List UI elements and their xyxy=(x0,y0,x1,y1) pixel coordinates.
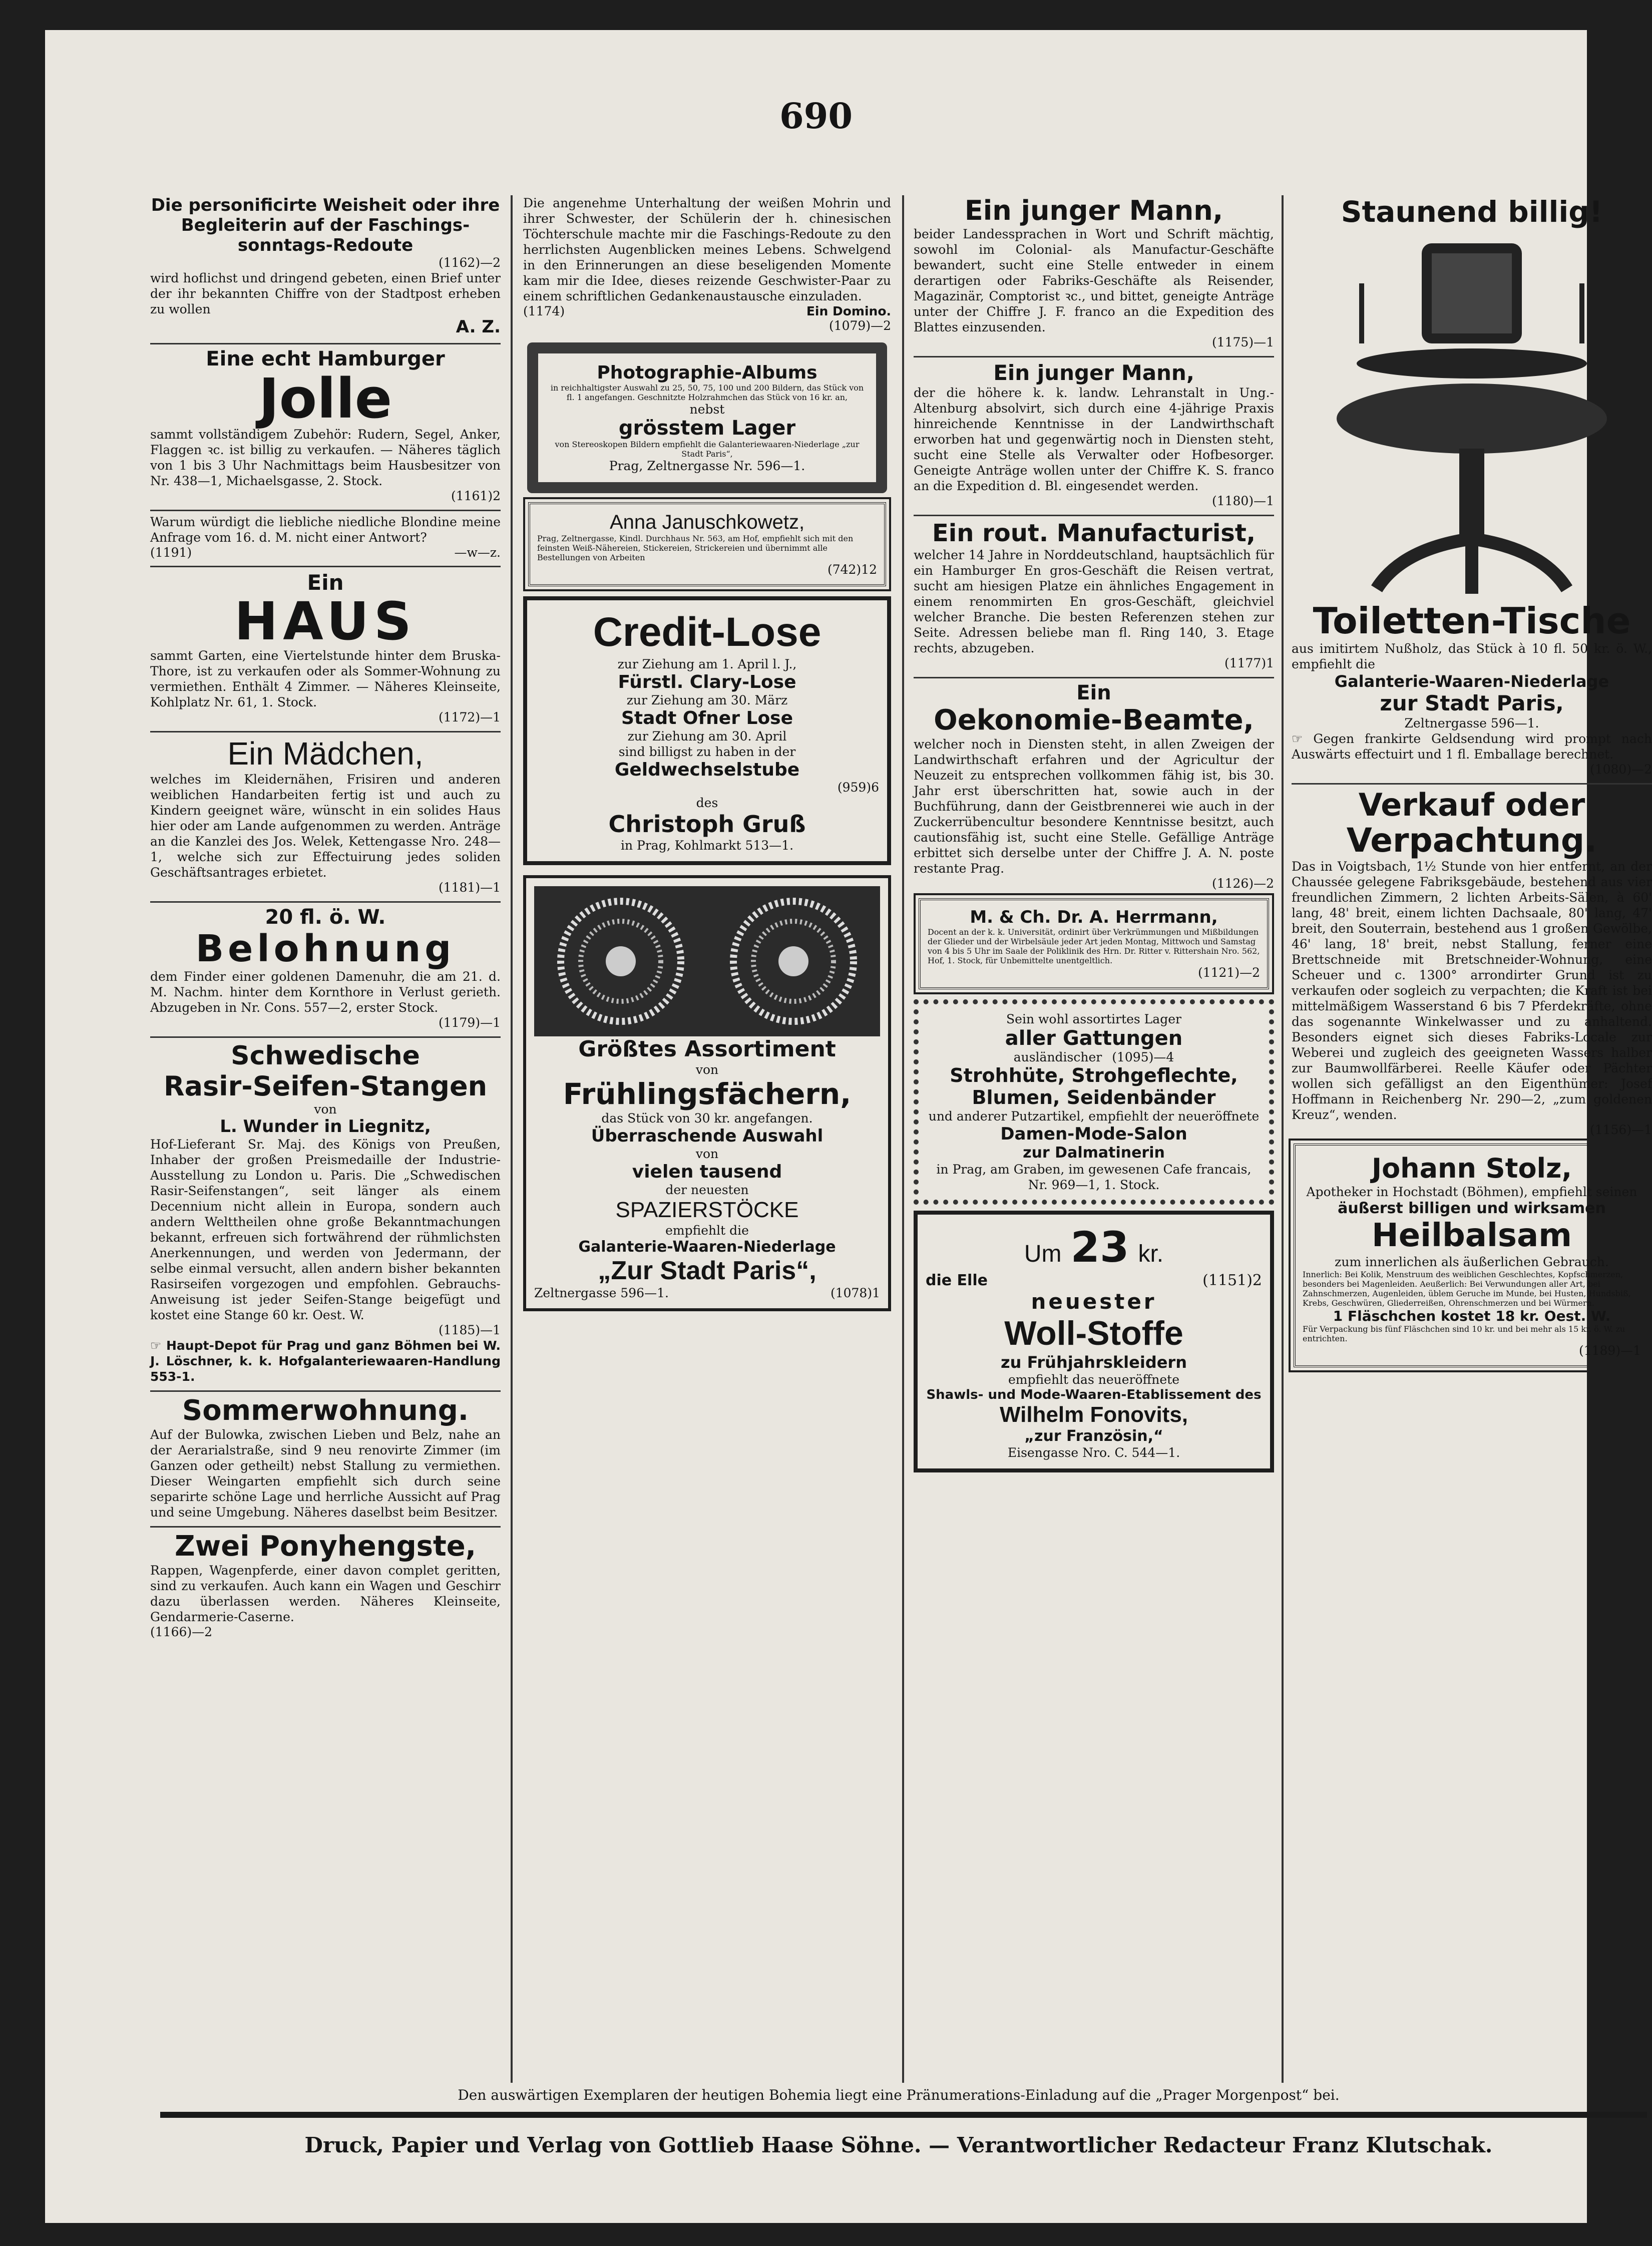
ad-body: welcher 14 Jahre in Norddeutschland, hauptsächlich für ein Hamburger En gros-Geschäft die Reisen vertrat, sucht am hiesigen Platze ein ähnliches Engagement in einem renommirten En gros-Geschäft, gleichviel welcher Branche. Die besten Referenzen stehen zur Seite. Adressen beliebe man fl. Ring 140, 3. Etage rechts, abzugeben. xyxy=(914,548,1274,655)
ad-line: äußerst billigen und wirksamen xyxy=(1338,1200,1606,1217)
ad-body: wird hoflichst und dringend gebeten, einen Brief unter der ihr bekannten Chiffre von der Stadtpost erheben zu wollen xyxy=(150,271,501,316)
ad-title: Oekonomie-Beamte, xyxy=(934,704,1254,736)
column-divider xyxy=(1282,195,1284,2083)
ad-title: Staunend billig! xyxy=(1341,195,1603,229)
ad-reference: (1166)—2 xyxy=(150,1625,213,1639)
divider xyxy=(150,1036,501,1038)
ad-line: Sein wohl assortirtes Lager xyxy=(1006,1012,1181,1026)
ad-reference: (1175)—1 xyxy=(1211,335,1274,349)
ad-ponyhengste xyxy=(150,1531,501,1640)
ad-line: SPAZIERSTÖCKE xyxy=(615,1198,799,1222)
ad-reference: (1079)—2 xyxy=(829,318,891,333)
ad-line: ausländischer xyxy=(1013,1050,1102,1064)
ad-reference: (1177)1 xyxy=(1224,656,1274,670)
ad-body: Prag, Zeltnergasse, Kindl. Durchhaus Nr. 563, am Hof, empfiehlt sich mit den feinsten Weiß-Nähereien, Stickereien, Strickereien und übernimmt alle Bestellungen von Arbeiten xyxy=(537,534,854,562)
ad-woll-stoffe xyxy=(914,1211,1274,1472)
ad-line: der neuesten xyxy=(665,1183,749,1197)
ad-title: Ein rout. Manufacturist, xyxy=(932,519,1256,547)
ad-body: beider Landessprachen in Wort und Schrift mächtig, sowohl im Colonial- als Manufactur-Geschäfte bewandert, sucht eine Stelle entweder in einem derartigen oder Fabriks-Geschäfte als Reisender, Magazinär, Comptorist ꝛc., und bittet, geneigte Anträge unter der Chiffre J. F. franco an die Expedition des Blattes einzusenden. xyxy=(914,227,1274,334)
ad-reference: (1180)—1 xyxy=(1211,494,1274,508)
ad-reference: (1174) xyxy=(523,304,565,318)
divider xyxy=(1292,783,1652,785)
ad-line: zur Ziehung am 30. März xyxy=(626,693,788,707)
ad-title: HAUS xyxy=(234,591,417,652)
ad-maedchen xyxy=(150,735,501,895)
ad-manufacturist xyxy=(914,519,1274,671)
ad-address: Eisengasse Nro. C. 544—1. xyxy=(1007,1445,1180,1460)
column-3 xyxy=(914,195,1274,2083)
ad-junger-mann-1 xyxy=(914,195,1274,350)
ad-um: Um xyxy=(1024,1241,1062,1267)
ad-body: in reichhaltigster Auswahl zu 25, 50, 75, 100 und 200 Bildern, das Stück von fl. 1 angefangen. Geschnitzte Holzrahmchen das Stück von 16 kr. an, xyxy=(550,383,864,402)
ad-von: von xyxy=(695,1062,719,1077)
ad-title: Sommerwohnung. xyxy=(182,1394,469,1427)
ad-body: dem Finder einer goldenen Damenuhr, die am 21. d. M. Nachm. hinter dem Kornthore in Verlust gerieth. Abzugeben in Nr. Cons. 557—2, erster Stock. xyxy=(150,969,501,1015)
ad-junger-mann-2 xyxy=(914,360,1274,509)
ad-reference: (1162)—2 xyxy=(438,255,501,270)
ad-body: aus imitirtem Nußholz, das Stück à 10 fl. 50 kr. ö. W., empfiehlt die xyxy=(1292,641,1652,671)
ad-sommerwohnung xyxy=(150,1395,501,1520)
ad-toiletten-tische xyxy=(1292,195,1652,777)
ad-body: sammt Garten, eine Viertelstunde hinter dem Bruska-Thore, ist zu verkaufen oder als Sommer-Wohnung zu vermiethen. Enthält 4 Zimmer. — Näheres Kleinseite, Kohlplatz Nr. 61, 1. Stock. xyxy=(150,648,501,709)
ad-body: Das in Voigtsbach, 1½ Stunde von hier entfernt, an der Chaussée gelegene Fabriksgebäude, bestehend aus vier freundlichen Zimmern, 2 lichten Arbeits-Sälen, à 60' lang, 48' breit, einem lichten Dachsaale, 80' lang, 47' breit, den Souterrain, bestehend aus 1 großen Gewölbe, 46' lang, 18' breit, nebst Stallung, ferner eine Brettschneide mit Bretschneider-Wohnung, eine Scheuer und c. 1300° arrondirter Grund ist zu verkaufen oder sogleich zu verpachten; die Kraft ist bei mittelmäßigem Wasserstand 6 bis 7 Pferdekräfte, ohne das sogenannte Winkelwasser und zu anhaltend. Besonders eignet sich dieses Fabriks-Locale zur Weberei und zugleich des geeigneten Wassers halber zur Baumwollfärberei. Reelle Käufer oder Pächter wollen sich gefälligst an den Eigenthümer: Josef Hoffmann in Reichenberg Nr. 290—2, „zum goldenen Kreuz“, wenden. xyxy=(1292,859,1652,1122)
ad-title: M. & Ch. Dr. A. Herrmann, xyxy=(970,907,1218,927)
ad-merchant: Wilhelm Fonovits, xyxy=(999,1402,1188,1427)
ad-line: Überraschende Auswahl xyxy=(591,1126,823,1146)
ad-body: Auf der Bulowka, zwischen Lieben und Belz, nahe an der Aerarialstraße, sind 9 neu renovirte Zimmer (im Ganzen oder getheilt) nebst Stallung zu vermiethen. Dieser Weingarten empfiehlt sich durch seine separirte schöne Lage und herrliche Aussicht auf Prag und seine Umgebung. Näheres daselbst beim Besitzer. xyxy=(150,1427,501,1520)
ad-body: Rappen, Wagenpferde, einer davon complet geritten, sind zu verkaufen. Auch kann ein Wagen und Geschirr dazu überlassen werden. Näheres Kleinseite, Gendarmerie-Caserne. xyxy=(150,1563,501,1624)
ad-line: Shawls- und Mode-Waaren-Etablissement des xyxy=(926,1387,1262,1402)
newspaper-page xyxy=(45,30,1652,2223)
ad-title: Anna Januschkowetz, xyxy=(609,511,805,533)
ad-title: Ein junger Mann, xyxy=(964,195,1223,226)
page-number: 690 xyxy=(779,95,853,137)
ad-oekonomie-beamte xyxy=(914,681,1274,891)
ad-line: empfiehlt die xyxy=(665,1223,749,1238)
ad-address: in Prag, Kohlmarkt 513—1. xyxy=(620,838,794,853)
divider xyxy=(914,677,1274,678)
ad-address: Prag, Zeltnergasse Nr. 596—1. xyxy=(609,459,805,473)
ad-heilbalsam xyxy=(1294,1144,1650,1367)
ad-reference: (1181)—1 xyxy=(438,880,501,895)
ad-body: sammt vollständigem Zubehör: Rudern, Segel, Anker, Flaggen ꝛc. ist billig zu verkaufen. — Näheres täglich von 1 bis 3 Uhr Nachmittags beim Hausbesitzer von Nr. 438—1, Michaelsgasse, 2. Stock. xyxy=(150,427,501,488)
column-divider xyxy=(902,195,904,2083)
ad-merchant: Christoph Gruß xyxy=(608,811,806,838)
divider xyxy=(150,731,501,732)
divider xyxy=(150,343,501,344)
ad-depot: ☞ Haupt-Depot für Prag und ganz Böhmen bei W. J. Löschner, k. k. Hofgalanteriewaaren-Handlung 553-1. xyxy=(150,1338,501,1384)
ad-signature: —w—z. xyxy=(454,545,501,560)
ad-body: welches im Kleidernähen, Frisiren und anderen weiblichen Handarbeiten fertig ist und auch zu Kindern geeignet wäre, wünscht in ein solides Haus hier oder am Lande aufgenommen zu werden. Anträge an die Kanzlei des Jos. Welek, Kettengasse Nro. 248—1, welche sich zur Effectuirung jedes soliden Geschäftsantrages erbietet. xyxy=(150,772,501,880)
ad-line: zum innerlichen als äußerlichen Gebrauch. xyxy=(1335,1255,1609,1269)
footer-rule xyxy=(160,2112,1647,2118)
ad-body: von Stereoskopen Bildern empfiehlt die Galanteriewaaren-Niederlage „zur Stadt Paris“, xyxy=(555,440,860,459)
ad-title: Ein Mädchen, xyxy=(227,735,424,772)
ad-belohnung xyxy=(150,906,501,1030)
ad-line: Stadt Ofner Lose xyxy=(621,708,793,728)
ad-reference: (1179)—1 xyxy=(438,1015,501,1030)
ad-title: Verkauf oder xyxy=(1358,787,1585,823)
ad-reference: (1189)—1 xyxy=(1578,1343,1641,1358)
ad-nebst: nebst xyxy=(689,402,725,417)
ad-body: welcher noch in Diensten steht, in allen Zweigen der Landwirthschaft erfahren und der Agricultur der Neuzeit zu entsprechen vollkommen fähig ist, bis 30. Jahr erst überschritten hat, sowie auch in der Buchführung, dann der Geistbrennerei wie auch in der Zuckerrübencultur besondere Kenntnisse besitzt, auch cautionsfähig ist, sucht eine Stelle. Gefällige Anträge erbittet sich derselbe unter der Chiffre J. A. N. poste restante Prag. xyxy=(914,737,1274,876)
column-2 xyxy=(523,195,891,2083)
ad-title: Woll-Stoffe xyxy=(1004,1314,1183,1352)
ad-line: die Elle xyxy=(926,1272,988,1289)
ad-subheading: Eine echt Hamburger xyxy=(206,347,445,370)
ad-januschkowetz xyxy=(528,502,886,586)
imprint-line: Druck, Papier und Verlag von Gottlieb Haase Söhne. — Verantwortlicher Redacteur Franz Klutschak. xyxy=(304,2133,1493,2157)
ad-title: Jolle xyxy=(258,366,392,431)
ad-body: Warum würdigt die liebliche niedliche Blondine meine Anfrage vom 16. d. M. nicht einer Antwort? xyxy=(150,515,501,545)
ad-body: Hof-Lieferant Sr. Maj. des Königs von Preußen, Inhaber der großen Preismedaille der Industrie-Ausstellung zu London u. Paris. Die „Schwedischen Rasir-Seifenstangen“, seit länger als einem Decennium nicht allein in Europa, sondern auch andern Welttheilen ohne große Bekanntmachungen bekannt, erfreuen sich fortwährend der rühmlichsten Anerkennungen, und werden von Jedermann, der selbe einmal versucht, allen andern bisher bekannten Rasirseifen vorgezogen und empfohlen. Gebrauchs-Anweisung ist jeder Seifen-Stange beigefügt und kostet eine Stange 60 kr. Oest. W. xyxy=(150,1137,501,1322)
ad-line: Damen-Mode-Salon xyxy=(1000,1124,1187,1144)
ad-line: vielen tausend xyxy=(632,1162,782,1182)
ad-jolle xyxy=(150,347,501,504)
ad-rasir-seifen xyxy=(150,1041,501,1384)
ad-body: der die höhere k. k. landw. Lehranstalt in Ung.-Altenburg absolvirt, sich durch eine 4-jährige Praxis hinreichende Kenntnisse in der Landwirthschaft erworben hat und gegenwärtig noch in Diensten steht, sucht eine Stelle als Verwalter oder Hofbesorger. Geneigte Anträge wollen unter der Chiffre K. S. franco an die Expedition d. Bl. eingesendet werden. xyxy=(914,386,1274,493)
ad-reference: (742)12 xyxy=(827,562,877,577)
ad-reference: (959)6 xyxy=(837,780,879,795)
ad-line: empfiehlt das neueröffnete xyxy=(1008,1372,1180,1387)
ad-haus xyxy=(150,570,501,725)
ad-line: Fürstl. Clary-Lose xyxy=(618,672,796,692)
ad-kr: kr. xyxy=(1138,1241,1164,1267)
ad-body: Die angenehme Unterhaltung der weißen Mohrin und ihrer Schwester, der Schülerin der h. chinesischen Töchterschule machte mir die Faschings-Redoute zu den herrlichsten Augenblicken meines Lebens. Schwelgend in den Erinnerungen an diese beseligenden Momente kam mir die Idee, dieses reizende Geschwister-Paar zu einem schriftlichen Gedankenaustausche einzuladen. xyxy=(523,196,891,303)
ad-title: Belohnung xyxy=(195,927,456,970)
ad-reference: (1161)2 xyxy=(451,489,501,503)
ad-title: Frühlingsfächern, xyxy=(563,1077,852,1111)
ad-reference: (1151)2 xyxy=(1202,1272,1262,1289)
vanity-mirror-illustration xyxy=(1292,228,1652,599)
ad-reference: (1172)—1 xyxy=(438,710,501,724)
ad-signature: A. Z. xyxy=(456,317,501,337)
ad-blondine xyxy=(150,514,501,560)
ad-line: Apotheker in Hochstadt (Böhmen), empfiehlt seinen xyxy=(1306,1185,1637,1199)
ad-address: Zeltnergasse 596—1. xyxy=(1404,716,1539,730)
ad-address: Zeltnergasse 596—1. xyxy=(534,1286,669,1300)
divider xyxy=(150,901,501,903)
column-4 xyxy=(1292,195,1652,2083)
ad-credit-lose xyxy=(523,596,891,865)
ad-photo-albums xyxy=(527,342,887,493)
ad-title: Credit-Lose xyxy=(593,609,821,655)
ad-title: Rasir-Seifen-Stangen xyxy=(163,1070,488,1102)
ad-note: ☞ Gegen frankirte Geldsendung wird prompt nach Auswärts effectuirt und 1 fl. Emballage berechnet. xyxy=(1292,731,1652,762)
ad-title: Verpachtung. xyxy=(1346,821,1597,860)
ad-line: und anderer Putzartikel, empfiehlt der neueröffnete xyxy=(928,1109,1260,1124)
ad-line: des xyxy=(696,796,718,810)
ad-dalmatinerin xyxy=(914,999,1274,1205)
ad-line: „zur Französin,“ xyxy=(1024,1427,1163,1445)
ad-subheading: 20 fl. ö. W. xyxy=(265,906,386,929)
ad-line: Geldwechselstube xyxy=(614,760,800,780)
column-divider xyxy=(511,195,513,2083)
ad-title: Ein junger Mann, xyxy=(993,360,1194,385)
ad-reference: (1080)—2 xyxy=(1589,762,1652,777)
divider xyxy=(150,566,501,567)
column-1 xyxy=(150,195,501,2083)
ad-highlight: grösstem Lager xyxy=(618,417,796,440)
ad-title: Johann Stolz, xyxy=(1371,1153,1572,1184)
ad-line: „Zur Stadt Paris“, xyxy=(598,1256,816,1285)
ad-reference: (1126)—2 xyxy=(1211,876,1274,891)
ad-store: Galanterie-Waaren-Niederlage xyxy=(1334,672,1609,691)
paper-fan-icon xyxy=(556,896,686,1026)
ad-store-name: zur Stadt Paris, xyxy=(1380,691,1564,715)
ad-subheading: Schwedische xyxy=(231,1041,420,1071)
ad-reference: (1121)—2 xyxy=(1197,965,1260,980)
ad-faschings-redoute xyxy=(150,195,501,337)
ad-line: zu Frühjahrskleidern xyxy=(1001,1353,1187,1372)
ad-heading: Toiletten-Tische xyxy=(1313,600,1631,642)
ad-highlight: Heilbalsam xyxy=(1372,1217,1572,1254)
divider xyxy=(150,1390,501,1392)
ad-von: von xyxy=(314,1102,337,1116)
paper-fan-icon xyxy=(728,896,859,1026)
ad-reference: (1095)—4 xyxy=(1112,1050,1174,1064)
ad-line: von xyxy=(695,1147,719,1161)
ad-maker: L. Wunder in Liegnitz, xyxy=(220,1116,431,1137)
ad-price: 1 Fläschchen kostet 18 kr. Oest. W. xyxy=(1333,1308,1611,1324)
ad-fruehlingsfaecher xyxy=(523,875,891,1311)
ad-herrmann xyxy=(919,898,1269,989)
ad-reference: (1185)—1 xyxy=(438,1323,501,1337)
ad-reference: (1156)—1 xyxy=(1589,1122,1652,1137)
ad-body: Docent an der k. k. Universität, ordinirt über Verkrümmungen und Mißbildungen der Glieder und der Wirbelsäule jeder Art jeden Montag, Mittwoch und Samstag von 4 bis 5 Uhr im Saale der Poliklinik des Hrn. Dr. Ritter v. Rittershain Nro. 562, Hof, 1. Stock, für Unbemittelte unentgeltlich. xyxy=(928,927,1260,965)
footer-note: Den auswärtigen Exemplaren der heutigen Bohemia liegt eine Pränumerations-Einladung auf die „Prager Morgenpost“ bei. xyxy=(458,2087,1340,2103)
ad-line: Galanterie-Waaren-Niederlage xyxy=(578,1238,836,1256)
ad-subheading: Ein xyxy=(1076,681,1111,704)
ad-title: Zwei Ponyhengste, xyxy=(174,1530,477,1563)
ad-price: 23 xyxy=(1070,1223,1129,1272)
ad-signature: Ein Domino. xyxy=(806,304,891,318)
ad-address: in Prag, am Graben, im gewesenen Cafe francais, Nr. 969—1, 1. Stock. xyxy=(936,1162,1252,1192)
fans-illustration xyxy=(534,886,880,1036)
ad-body: Für Verpackung bis fünf Fläschchen sind 10 kr. und bei mehr als 15 kr. ö. W. zu entrichten. xyxy=(1303,1324,1625,1343)
ad-heading: Die personificirte Weisheit oder ihre Begleiterin auf der Faschings-sonntags-Redoute xyxy=(151,195,500,255)
ad-subheading: Größtes Assortiment xyxy=(578,1036,836,1062)
ad-title: Photographie-Albums xyxy=(597,362,817,383)
ad-line: zur Ziehung am 1. April l. J., xyxy=(617,657,797,671)
ad-line: Strohhüte, Strohgeflechte, xyxy=(950,1064,1238,1086)
ad-verkauf xyxy=(1292,788,1652,1138)
ad-subheading: Ein xyxy=(307,570,344,595)
ad-line: sind billigst zu haben in der xyxy=(618,744,796,759)
ad-line: zur Ziehung am 30. April xyxy=(627,729,787,743)
ad-line: Blumen, Seidenbänder xyxy=(972,1086,1216,1108)
ad-line: das Stück von 30 kr. angefangen. xyxy=(601,1111,813,1126)
ad-line: zur Dalmatinerin xyxy=(1023,1144,1165,1162)
ad-line: neuester xyxy=(1031,1289,1157,1314)
divider xyxy=(150,510,501,511)
ad-reference: (1191) xyxy=(150,545,192,560)
divider xyxy=(914,356,1274,357)
ad-line: aller Gattungen xyxy=(1005,1027,1183,1050)
divider xyxy=(150,1526,501,1528)
ad-domino xyxy=(523,195,891,333)
divider xyxy=(914,515,1274,516)
ad-reference: (1078)1 xyxy=(830,1286,880,1300)
ad-body: Innerlich: Bei Kolik, Menstruum des weiblichen Geschlechtes, Kopfschmerzen, besonders bei Magenleiden. Aeußerlich: Bei Verwundungen aller Art, bei Zahnschmerzen, Augenleiden, üblem Geruche im Munde, bei Husten, Hundsbiß, Krebs, Geschwüren, Gliederreißen, Ohrenschmerzen und bei Würmern. xyxy=(1303,1270,1631,1308)
